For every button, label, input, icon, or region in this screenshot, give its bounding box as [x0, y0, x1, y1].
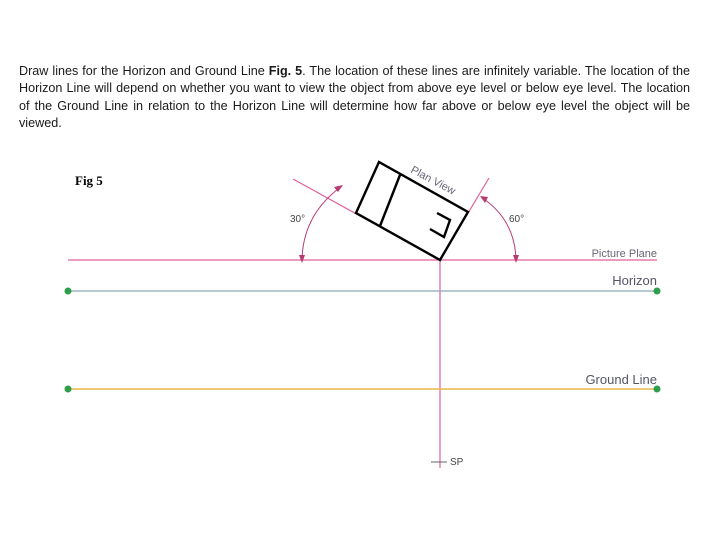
angle-label-30: 30° [290, 214, 306, 225]
figure-title: Fig 5 [75, 173, 103, 188]
sp-label: SP [450, 457, 464, 468]
horizon-start-point [65, 288, 72, 295]
plan-view-label: Plan View [408, 164, 458, 198]
paragraph-text-2: . The location of these lines are infinitely variable. The location of the Horizon Line will depend on whether you want to view the object from above eye level or below eye level. The location of the Ground Line in relation to the Horizon Line will determine how far above or below eye level the object will be viewed. [19, 64, 690, 131]
ground-line-label: Ground Line [585, 372, 657, 387]
angle-arc-60-arrow-top [480, 196, 488, 203]
horizon-label: Horizon [612, 273, 657, 288]
horizon-end-point [654, 288, 661, 295]
paragraph-text-1: Draw lines for the Horizon and Ground Line [19, 64, 269, 78]
plan-view-outline [356, 162, 468, 260]
angle-arc-60 [481, 197, 516, 262]
ground-line-start-point [65, 386, 72, 393]
plan-view-notch [430, 213, 450, 237]
plan-view-inner-line [380, 175, 400, 226]
angle-arc-30 [302, 186, 342, 262]
angle-label-60: 60° [509, 214, 525, 225]
angle-arc-60-arrow-bottom [513, 255, 519, 263]
picture-plane-label: Picture Plane [591, 248, 657, 260]
plan-view-object [356, 162, 468, 260]
angle-arc-30-arrow-bottom [299, 255, 305, 263]
fig-reference: Fig. 5 [268, 64, 303, 78]
